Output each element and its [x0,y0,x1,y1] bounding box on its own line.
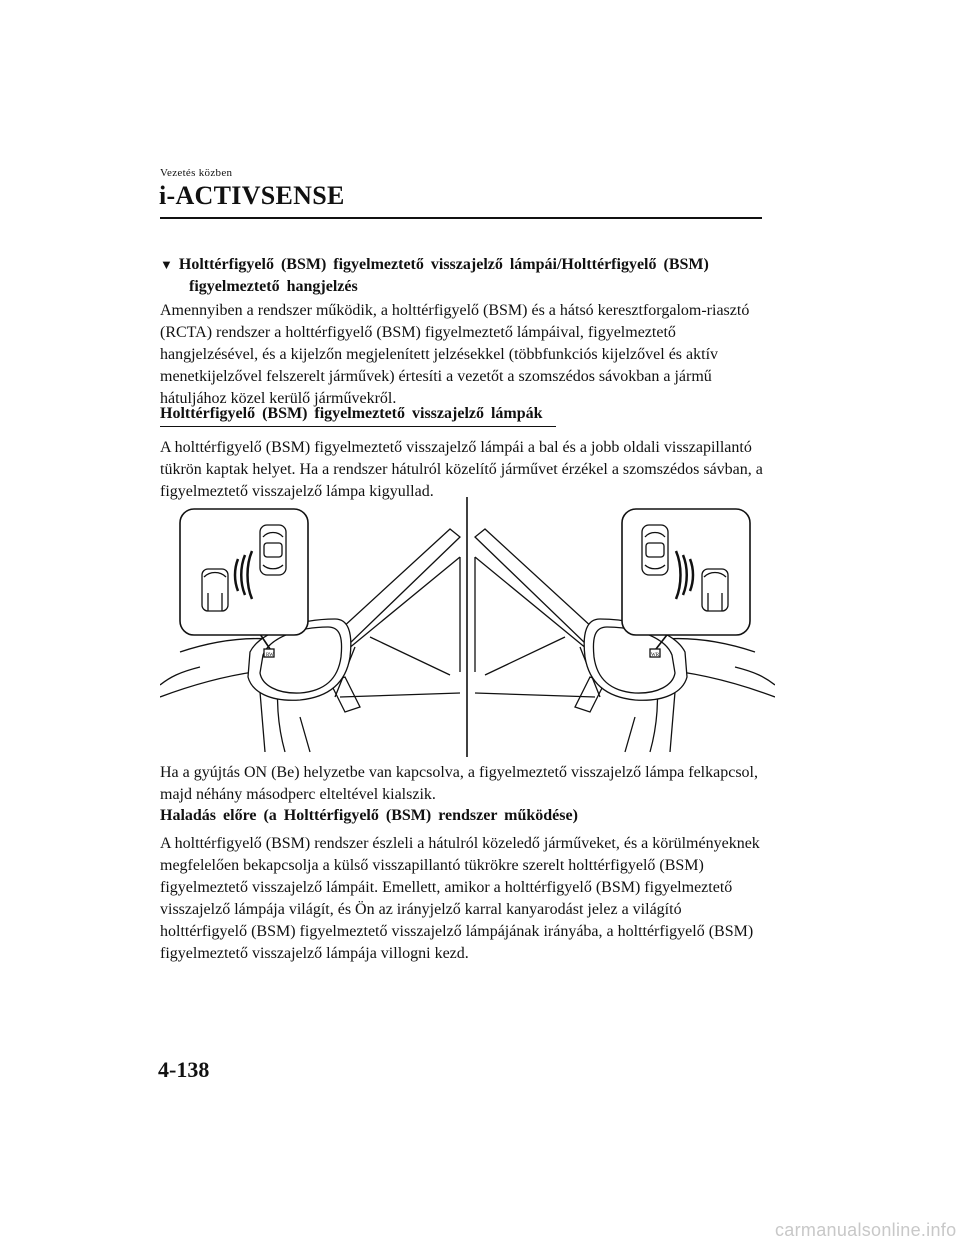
ignition-paragraph: Ha a gyújtás ON (Be) helyzetbe van kapcsolva, a figyelmeztető visszajelző lámpa felkapcsol, majd néhány másodperc elteltével kialszik. [160,764,758,803]
section-title: i-ACTIVSENSE [159,181,345,210]
lamps-heading-underline [160,426,556,427]
watermark: carmanualsonline.info [775,1220,957,1240]
left-bsm-callout [180,509,308,649]
subsection-heading-line2: figyelmeztető hangjelzés [189,278,358,295]
right-callout-approaching-car-icon [642,525,668,575]
section-label: Vezetés közben [160,167,233,179]
lamps-heading: Holttérfigyelő (BSM) figyelmeztető visszajelző lámpák [160,405,543,422]
forward-paragraph: A holttérfigyelő (BSM) rendszer észleli a hátulról közeledő járműveket, és a körülményeknek megfelelően bekapcsolja a külső visszapillantó tükrökre szerelt holttérfigyelő (BSM) figyelmeztető visszajelző lámpáit. Emellett, amikor a holttérfigyelő (BSM) figyelmeztető visszajelző lámpája világít, és Ön az irányjelző karral kanyarodást jelez a világító holttérfigyelő (BSM) figyelmeztető visszajelző lámpájának irányába, a holttérfigyelő (BSM) figyelmeztető visszajelző lámpája villogni kezd. [160,835,760,962]
left-callout-approaching-car-icon [260,525,286,575]
forward-heading: Haladás előre (a Holttérfigyelő (BSM) rendszer működése) [160,807,578,824]
right-bsm-callout [622,509,750,649]
svg-text:WR: WR [651,653,660,658]
page-number: 4-138 [158,1057,210,1082]
intro-paragraph: Amennyiben a rendszer működik, a holttérfigyelő (BSM) és a hátsó keresztforgalom-riasztó (RCTA) rendszer a holttérfigyelő (BSM) figyelmeztető lámpáival, figyelmeztető hangjelzésével, és a kijelzőn megjelenített jelzésekkel (többfunkciós kijelzővel és aktív menetkijelzővel felszerelt járművek) értesíti a vezetőt a szomszédos sávokban a jármű hátuljához közel kerülő járművekről. [160,302,750,407]
lamps-paragraph: A holttérfigyelő (BSM) figyelmeztető visszajelző lámpái a bal és a jobb oldali visszapillantó tükrön kaptak helyet. Ha a rendszer hátulról közelítő járművet érzékel a szomszédos sávban, a figyelmeztető visszajelző lámpa kigyullad. [160,439,763,500]
svg-text:RW: RW [266,653,274,658]
header-rule [160,217,762,219]
mirror-illustration [160,497,775,757]
subsection-heading-line1: Holttérfigyelő (BSM) figyelmeztető visszajelző lámpái/Holttérfigyelő (BSM) [178,256,709,273]
right-callout-own-car-icon [702,569,728,611]
subsection-heading [160,254,750,298]
left-callout-own-car-icon [202,569,228,611]
triangle-marker-icon: ▼ [160,257,173,272]
